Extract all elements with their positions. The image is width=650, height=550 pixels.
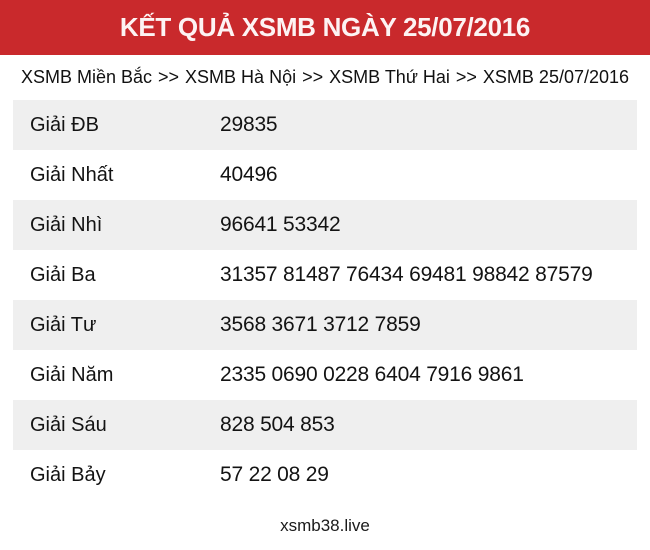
breadcrumb-separator: >>: [158, 67, 180, 87]
prize-row: [13, 250, 637, 300]
site-link[interactable]: xsmb38.live: [280, 516, 370, 535]
prize-numbers: 3568 3671 3712 7859: [220, 313, 421, 336]
prize-label: Giải Bảy: [30, 463, 106, 486]
prize-label: Giải Ba: [30, 263, 96, 286]
page-footer: [0, 502, 650, 550]
page-header: [0, 0, 650, 55]
breadcrumb-separator: >>: [302, 67, 324, 87]
breadcrumb-item[interactable]: XSMB Miền Bắc: [20, 67, 153, 87]
prize-numbers: 2335 0690 0228 6404 7916 9861: [220, 363, 524, 386]
prize-numbers: 40496: [220, 163, 278, 186]
prize-row: [13, 100, 637, 150]
prize-label: Giải Nhì: [30, 213, 103, 236]
prize-numbers: 96641 53342: [220, 213, 341, 236]
prize-row: [13, 350, 637, 400]
prize-label: Giải Nhất: [30, 163, 114, 186]
prize-label: Giải Năm: [30, 363, 114, 386]
prize-label: Giải Tư: [30, 313, 97, 336]
prize-label: Giải Sáu: [30, 413, 107, 436]
prize-row: [13, 450, 637, 500]
prize-numbers: 29835: [220, 113, 278, 136]
results-table: [13, 100, 637, 500]
prize-label: Giải ĐB: [30, 113, 99, 136]
prize-numbers: 31357 81487 76434 69481 98842 87579: [220, 263, 593, 286]
prize-numbers: 57 22 08 29: [220, 463, 329, 486]
prize-row: [13, 400, 637, 450]
prize-row: [13, 300, 637, 350]
page-title: KẾT QUẢ XSMB NGÀY 25/07/2016: [119, 12, 531, 42]
prize-row: [13, 150, 637, 200]
breadcrumb-item[interactable]: XSMB Hà Nội: [185, 67, 297, 87]
breadcrumb-item[interactable]: XSMB Thứ Hai: [329, 67, 450, 87]
breadcrumb-item[interactable]: XSMB 25/07/2016: [482, 67, 630, 87]
prize-numbers: 828 504 853: [220, 413, 335, 436]
breadcrumb: [0, 55, 650, 100]
breadcrumb-separator: >>: [455, 67, 477, 87]
prize-row: [13, 200, 637, 250]
